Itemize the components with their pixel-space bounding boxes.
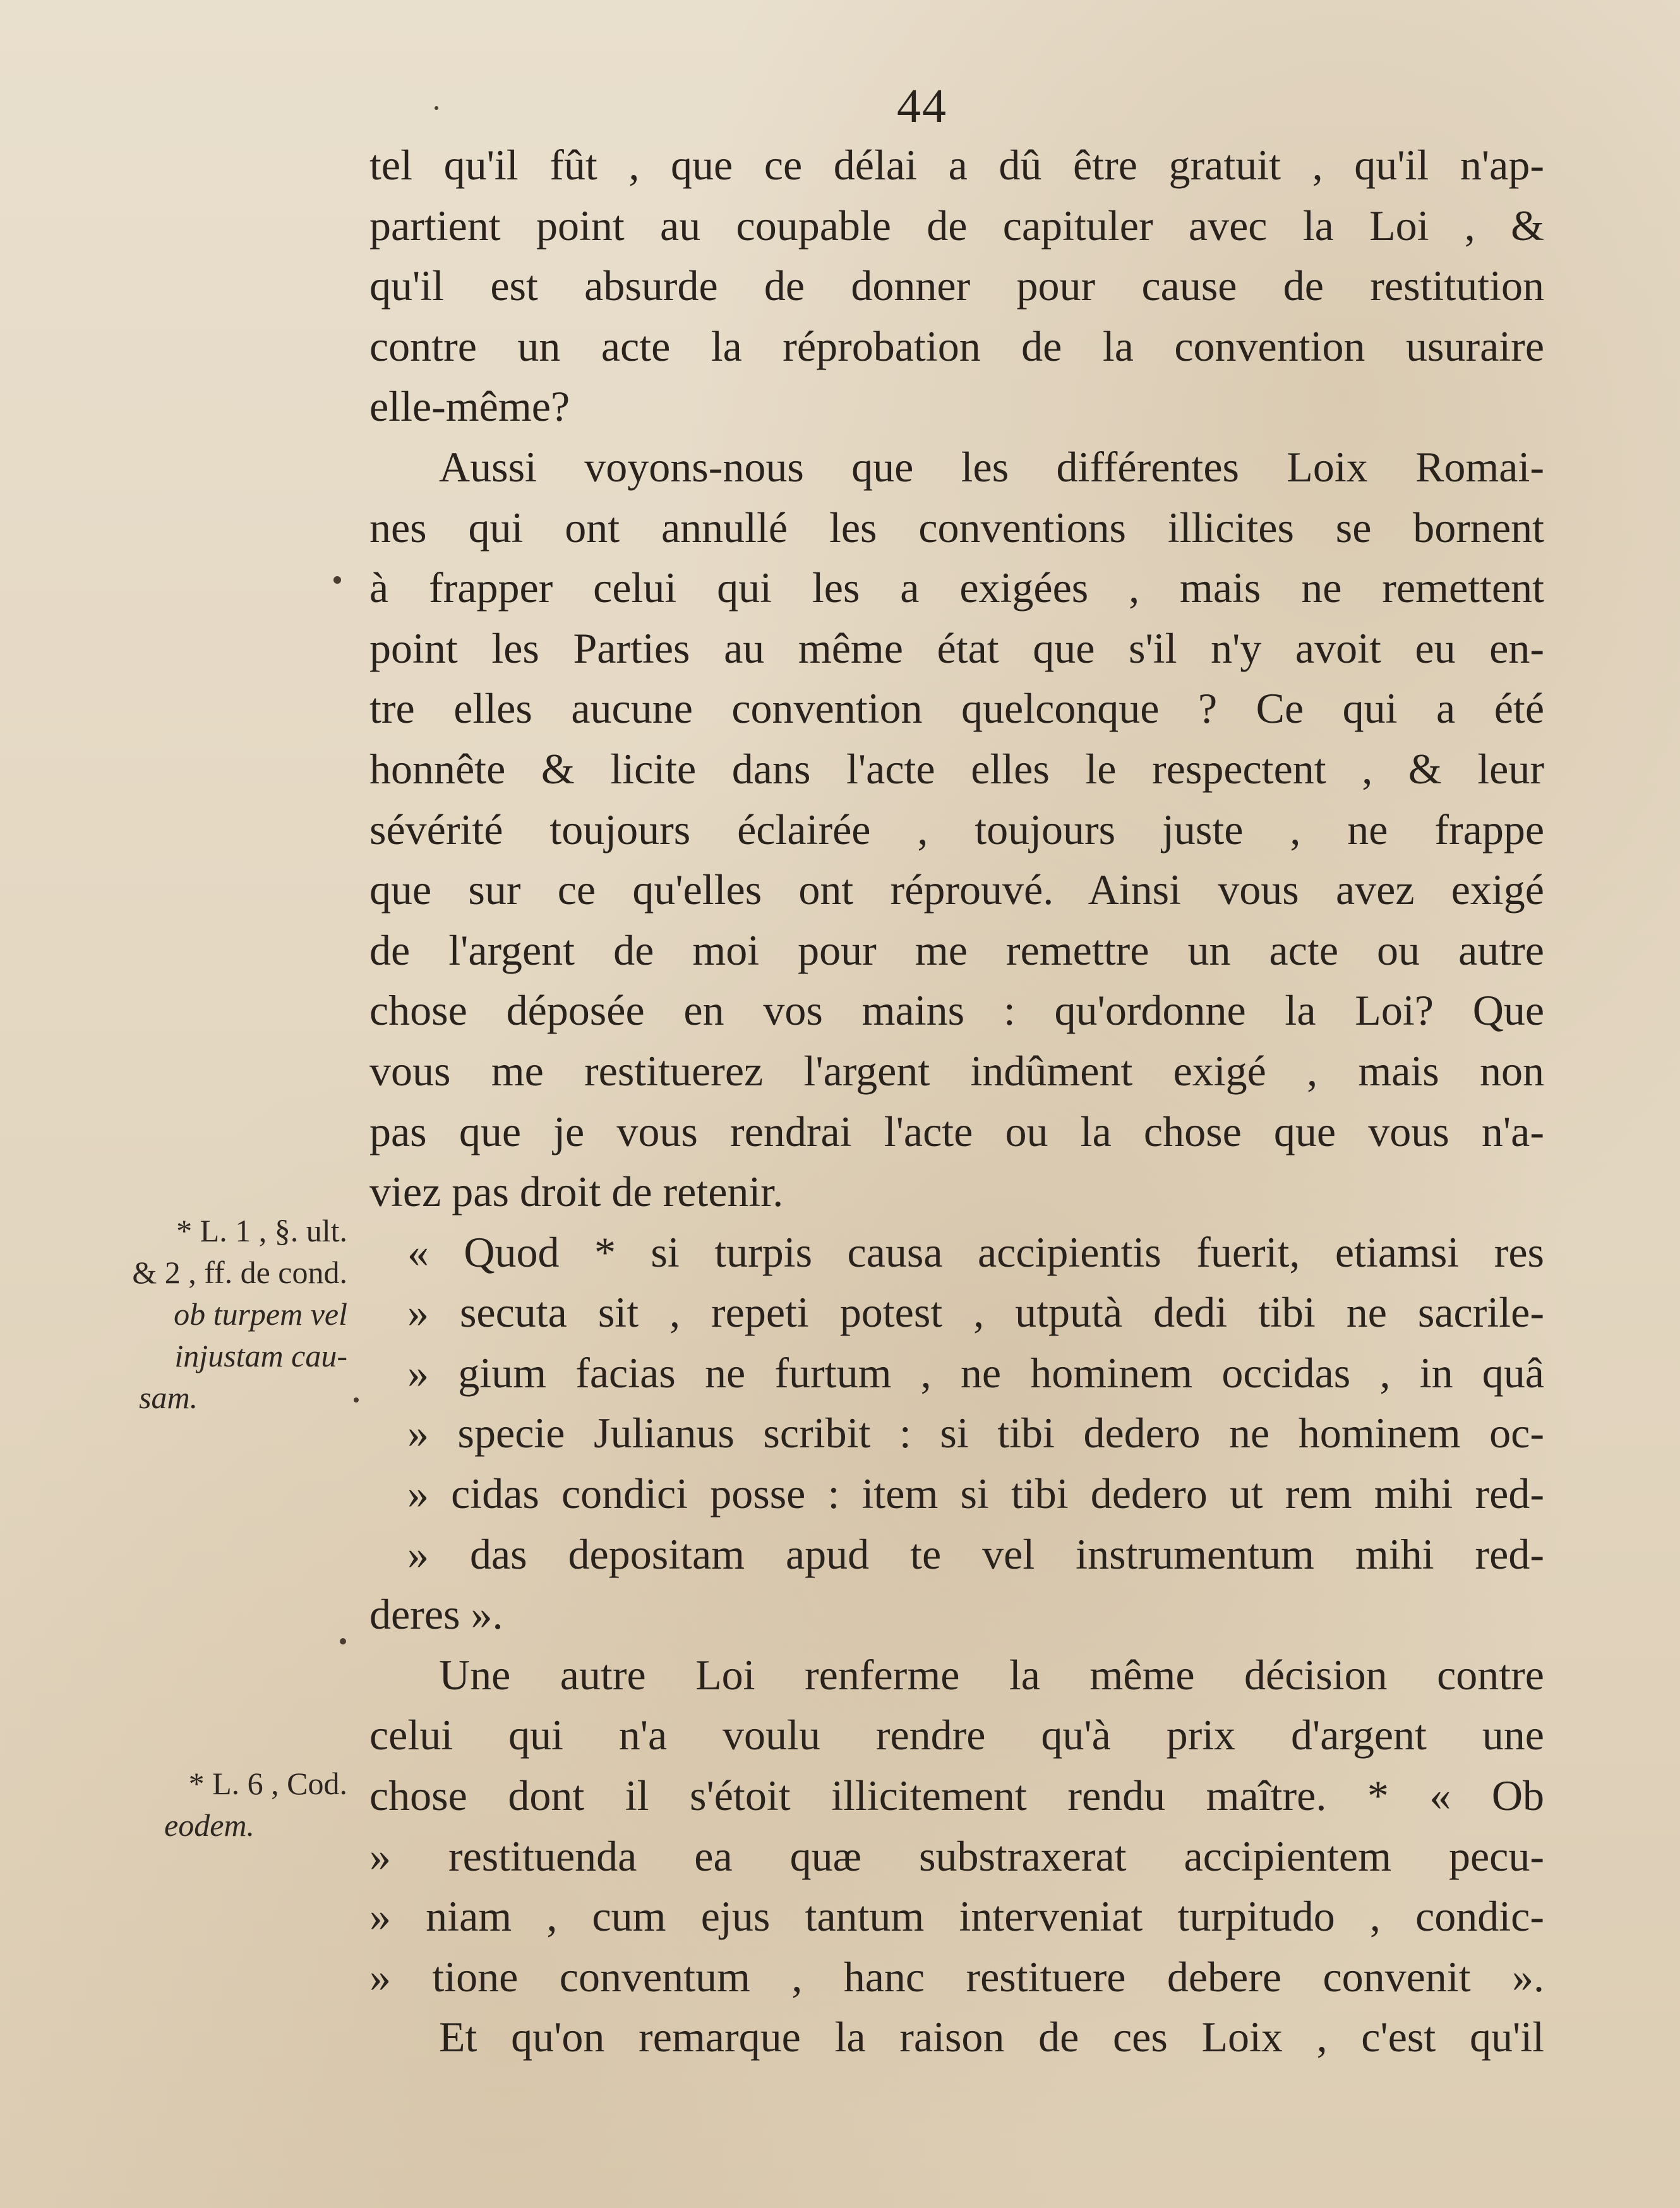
text-line: deres ». bbox=[369, 1590, 503, 1639]
text-line: nes qui ont annullé les conventions illicites se bornent bbox=[369, 503, 1544, 552]
margin-note-line: * L. 1 , §. ult. bbox=[176, 1213, 347, 1248]
paper-speck bbox=[435, 106, 438, 110]
text-line: « Quod * si turpis causa accipientis fuerit, etiamsi res bbox=[407, 1228, 1544, 1276]
text-line: honnête & licite dans l'acte elles le respectent , & leur bbox=[369, 744, 1544, 793]
text-line: » cidas condici posse : item si tibi dedero ut rem mihi red- bbox=[407, 1469, 1544, 1518]
paragraph-4 bbox=[369, 1645, 1544, 2008]
text-line: chose déposée en vos mains : qu'ordonne la Loi? Que bbox=[369, 986, 1544, 1035]
margin-note-line: & 2 , ff. de cond. bbox=[132, 1255, 347, 1290]
text-line: viez pas droit de retenir. bbox=[369, 1167, 784, 1216]
margin-note-line: sam. bbox=[139, 1380, 198, 1415]
margin-note-2 bbox=[95, 1763, 347, 1846]
text-line: celui qui n'a voulu rendre qu'à prix d'argent une bbox=[369, 1711, 1544, 1759]
margin-note-line: injustam cau- bbox=[174, 1338, 347, 1373]
text-line: sévérité toujours éclairée , toujours juste , ne frappe bbox=[369, 805, 1544, 854]
text-line: que sur ce qu'elles ont réprouvé. Ainsi vous avez exigé bbox=[369, 866, 1544, 914]
margin-note-line: ob turpem vel bbox=[174, 1296, 347, 1332]
margin-note-line: * L. 6 , Cod. bbox=[188, 1766, 347, 1801]
text-line: Une autre Loi renferme la même décision contre bbox=[439, 1650, 1544, 1699]
text-line: elle-même? bbox=[369, 382, 570, 431]
text-line: point les Parties au même état que s'il n'y avoit eu en- bbox=[369, 624, 1544, 672]
text-line: chose dont il s'étoit illicitement rendu maître. * « Ob bbox=[369, 1771, 1544, 1820]
text-line: tel qu'il fût , que ce délai a dû être gratuit , qu'il n'ap- bbox=[369, 141, 1544, 189]
text-line: vous me restituerez l'argent indûment exigé , mais non bbox=[369, 1046, 1544, 1095]
text-line: » tione conventum , hanc restituere debere convenit ». bbox=[369, 1952, 1544, 2001]
paper-speck bbox=[333, 576, 341, 584]
paper-speck bbox=[340, 1638, 346, 1644]
text-line: Aussi voyons-nous que les différentes Loix Romai- bbox=[439, 442, 1544, 491]
text-line: » gium facias ne furtum , ne hominem occidas , in quâ bbox=[407, 1348, 1544, 1397]
main-text-column bbox=[369, 135, 1544, 2068]
text-line: » specie Julianus scribit : si tibi dedero ne hominem oc- bbox=[407, 1409, 1544, 1457]
text-line: » secuta sit , repeti potest , utputà dedi tibi ne sacrile- bbox=[407, 1288, 1544, 1337]
text-line: partient point au coupable de capituler avec la Loi , & bbox=[369, 201, 1544, 250]
text-line: » restituenda ea quæ substraxerat accipientem pecu- bbox=[369, 1831, 1544, 1880]
text-line: tre elles aucune convention quelconque ? Ce qui a été bbox=[369, 684, 1544, 733]
text-line: Et qu'on remarque la raison de ces Loix , c'est qu'il bbox=[439, 2013, 1544, 2061]
paper-speck bbox=[354, 1397, 359, 1403]
text-line: de l'argent de moi pour me remettre un acte ou autre bbox=[369, 926, 1544, 974]
text-line: qu'il est absurde de donner pour cause de restitution bbox=[369, 262, 1544, 310]
text-line: à frapper celui qui les a exigées , mais ne remettent bbox=[369, 564, 1544, 612]
text-line: » das depositam apud te vel instrumentum mihi red- bbox=[407, 1529, 1544, 1578]
margin-note-line: eodem. bbox=[164, 1807, 255, 1843]
text-line: pas que je vous rendrai l'acte ou la chose que vous n'a- bbox=[369, 1107, 1544, 1155]
paragraph-5 bbox=[369, 2007, 1544, 2068]
text-line: contre un acte la réprobation de la convention usuraire bbox=[369, 322, 1544, 370]
text-line: » niam , cum ejus tantum interveniat turpitudo , condic- bbox=[369, 1892, 1544, 1941]
page-number: 44 bbox=[897, 80, 947, 133]
paragraph-3-latin-quote bbox=[369, 1222, 1544, 1645]
paragraph-1 bbox=[369, 135, 1544, 437]
paragraph-2 bbox=[369, 437, 1544, 1222]
margin-note-1 bbox=[95, 1210, 347, 1418]
